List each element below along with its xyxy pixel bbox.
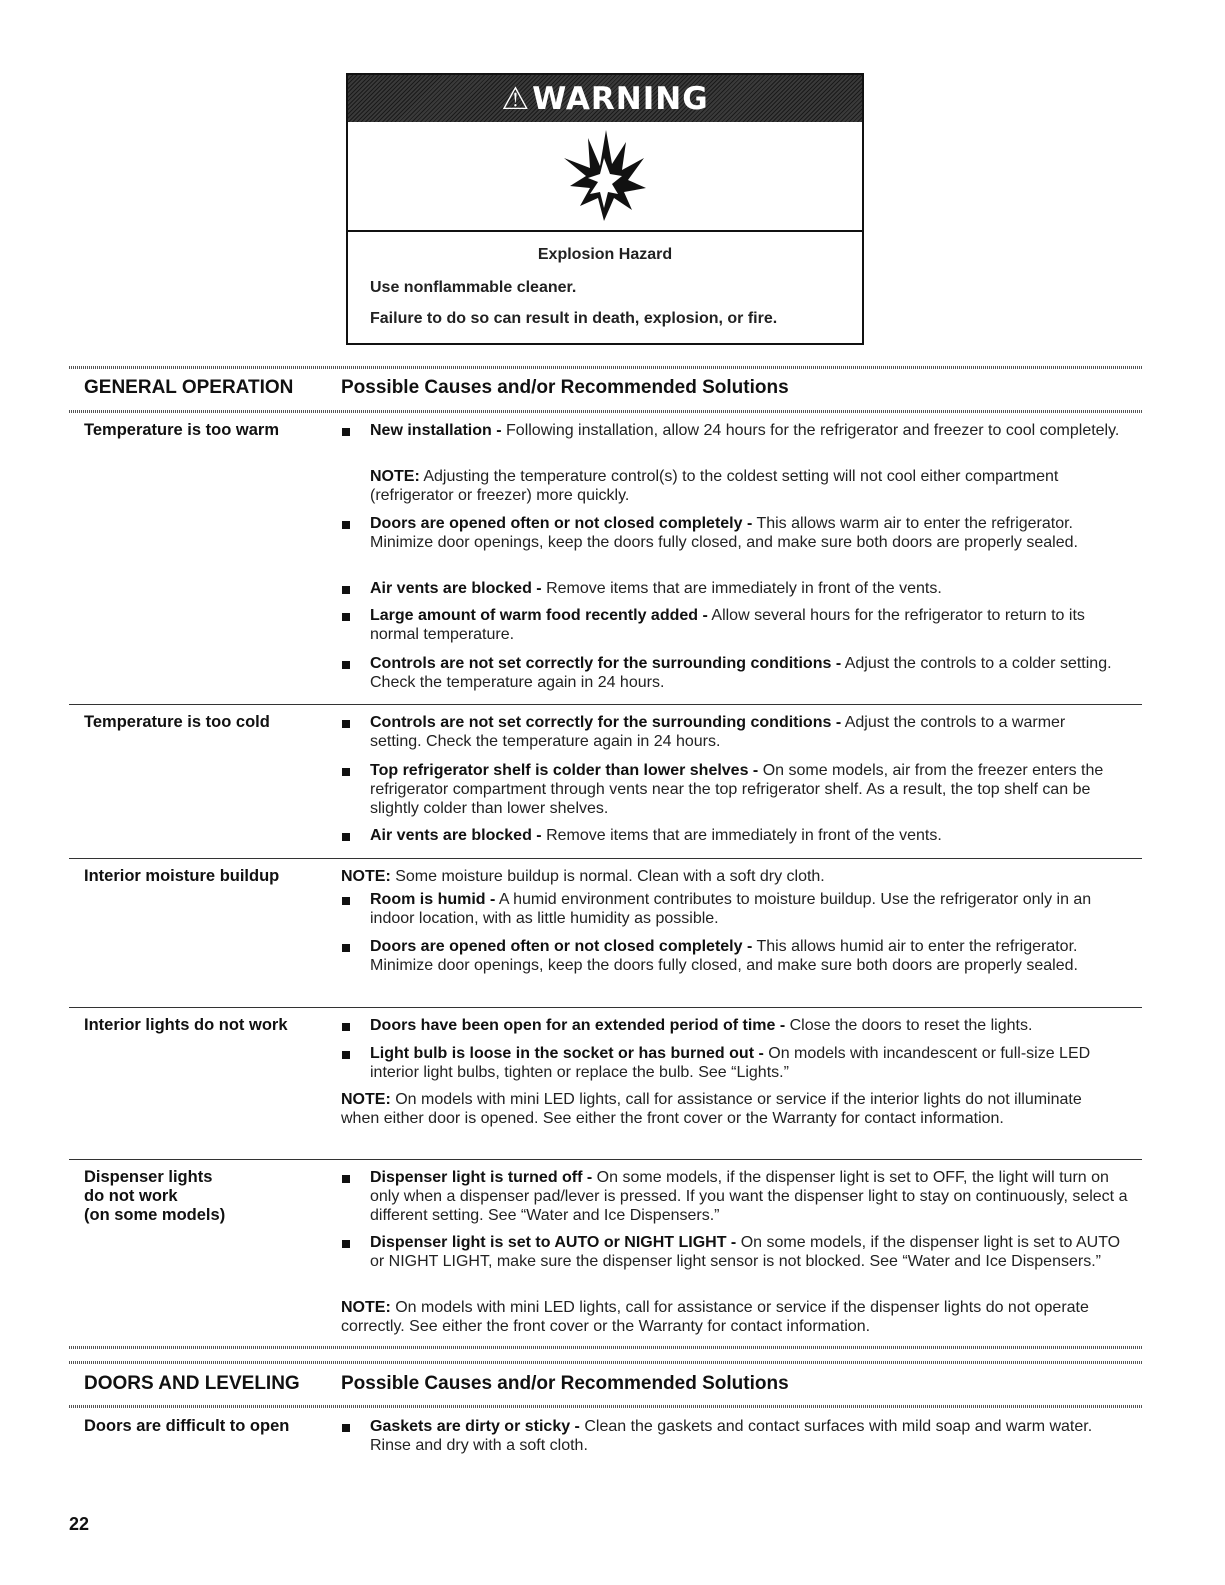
solution-item: Large amount of warm food recently added - Allow several hours for the refrigerator to return to its normal temperature. [370,607,1085,643]
note-item: NOTE: On models with mini LED lights, call for assistance or service if the dispenser lights do not operate correctly. See either the front cover or the Warranty for contact information. [341,1299,1089,1335]
problem-label: Doors are difficult to open [84,1417,290,1435]
section-top-rule [69,366,1142,369]
solution-item: Doors are opened often or not closed completely - This allows humid air to enter the refrigerator. Minimize door openings, keep the doors fully closed, and make sure both doors are properly sealed. [370,938,1078,974]
bullet-icon [342,661,350,669]
section-title-general: GENERAL OPERATION [84,377,294,398]
row-divider [69,1007,1142,1008]
warning-box [346,73,864,345]
problem-label: Interior lights do not work [84,1016,288,1034]
problem-label: Temperature is too cold [84,713,270,731]
problem-label: Interior moisture buildup [84,867,280,885]
bullet-icon [342,586,350,594]
section-title-doors: DOORS AND LEVELING [84,1373,300,1394]
note-item: NOTE: Adjusting the temperature control(s) to the coldest setting will not cool either compartment (refrigerator or freezer) more quickly. [370,468,1059,504]
warning-line-1: Use nonflammable cleaner. [370,279,577,296]
solution-item: Light bulb is loose in the socket or has burned out - On models with incandescent or full-size LED interior light bulbs, tighten or replace the bulb. See “Lights.” [370,1045,1091,1081]
bullet-icon [342,944,350,952]
solution-item: Dispenser light is turned off - On some models, if the dispenser light is set to OFF, the light will turn on only when a dispenser pad/lever is pressed. If you want the dispenser light to stay on continuously, select a different setting. See “Water and Ice Dispensers.” [370,1169,1128,1224]
bullet-icon [342,833,350,841]
solution-item: Controls are not set correctly for the surrounding conditions - Adjust the controls to a warmer setting. Check the temperature again in 24 hours. [370,714,1066,750]
solution-item: Air vents are blocked - Remove items that are immediately in front of the vents. [370,827,942,844]
warning-heading: Explosion Hazard [537,246,673,263]
problem-label-line: (on some models) [84,1206,226,1224]
bullet-icon [342,1424,350,1432]
problem-label: Temperature is too warm [84,421,279,439]
warning-title: WARNING [532,80,709,117]
solution-item: Gaskets are dirty or sticky - Clean the gaskets and contact surfaces with mild soap and warm water. Rinse and dry with a soft cloth. [370,1418,1093,1454]
row-divider [69,858,1142,859]
row-divider [69,704,1142,705]
section-end-rule [69,1346,1142,1349]
bullet-icon [342,897,350,905]
section-subtitle-doors: Possible Causes and/or Recommended Solutions [341,1373,789,1394]
section-top-rule [69,1361,1142,1364]
bullet-icon [342,1023,350,1031]
section-subtitle-general: Possible Causes and/or Recommended Solutions [341,377,789,398]
section-header-rule [69,1405,1142,1408]
row-divider [69,1159,1142,1160]
warning-line-2: Failure to do so can result in death, explosion, or fire. [370,310,778,327]
section-header-rule [69,410,1142,413]
warning-triangle-icon: ⚠ [501,80,531,117]
explosion-icon [560,128,650,222]
warning-header [348,75,862,122]
solution-item: New installation - Following installation, allow 24 hours for the refrigerator and freezer to cool completely. [370,422,1120,439]
bullet-icon [342,428,350,436]
solution-item: Controls are not set correctly for the surrounding conditions - Adjust the controls to a colder setting. Check the temperature again in 24 hours. [370,655,1112,691]
page-number: 22 [69,1514,90,1534]
note-item: NOTE: Some moisture buildup is normal. Clean with a soft dry cloth. [341,868,825,885]
bullet-icon [342,1051,350,1059]
solution-item: Doors have been open for an extended period of time - Close the doors to reset the lights. [370,1017,1033,1034]
solution-item: Air vents are blocked - Remove items that are immediately in front of the vents. [370,580,942,597]
solution-item: Top refrigerator shelf is colder than lower shelves - On some models, air from the freezer enters the refrigerator compartment through vents near the top refrigerator shelf. As a result, the top shelf can be slightly colder than lower shelves. [370,762,1104,817]
solution-item: Dispenser light is set to AUTO or NIGHT LIGHT - On some models, if the dispenser light is set to AUTO or NIGHT LIGHT, make sure the dispenser light sensor is not blocked. See “Water and Ice Dispensers.” [370,1234,1121,1270]
bullet-icon [342,613,350,621]
note-item: NOTE: On models with mini LED lights, call for assistance or service if the interior lights do not illuminate when either door is opened. See either the front cover or the Warranty for contact information. [341,1091,1082,1127]
bullet-icon [342,1240,350,1248]
solution-item: Room is humid - A humid environment contributes to moisture buildup. Use the refrigerator only in an indoor location, with as little humidity as possible. [370,891,1092,927]
problem-label-line: do not work [84,1187,178,1205]
bullet-icon [342,1175,350,1183]
bullet-icon [342,720,350,728]
bullet-icon [342,768,350,776]
solution-item: Doors are opened often or not closed completely - This allows warm air to enter the refrigerator. Minimize door openings, keep the doors fully closed, and make sure both doors are properly sealed. [370,515,1078,551]
problem-label-line: Dispenser lights [84,1168,213,1186]
bullet-icon [342,521,350,529]
